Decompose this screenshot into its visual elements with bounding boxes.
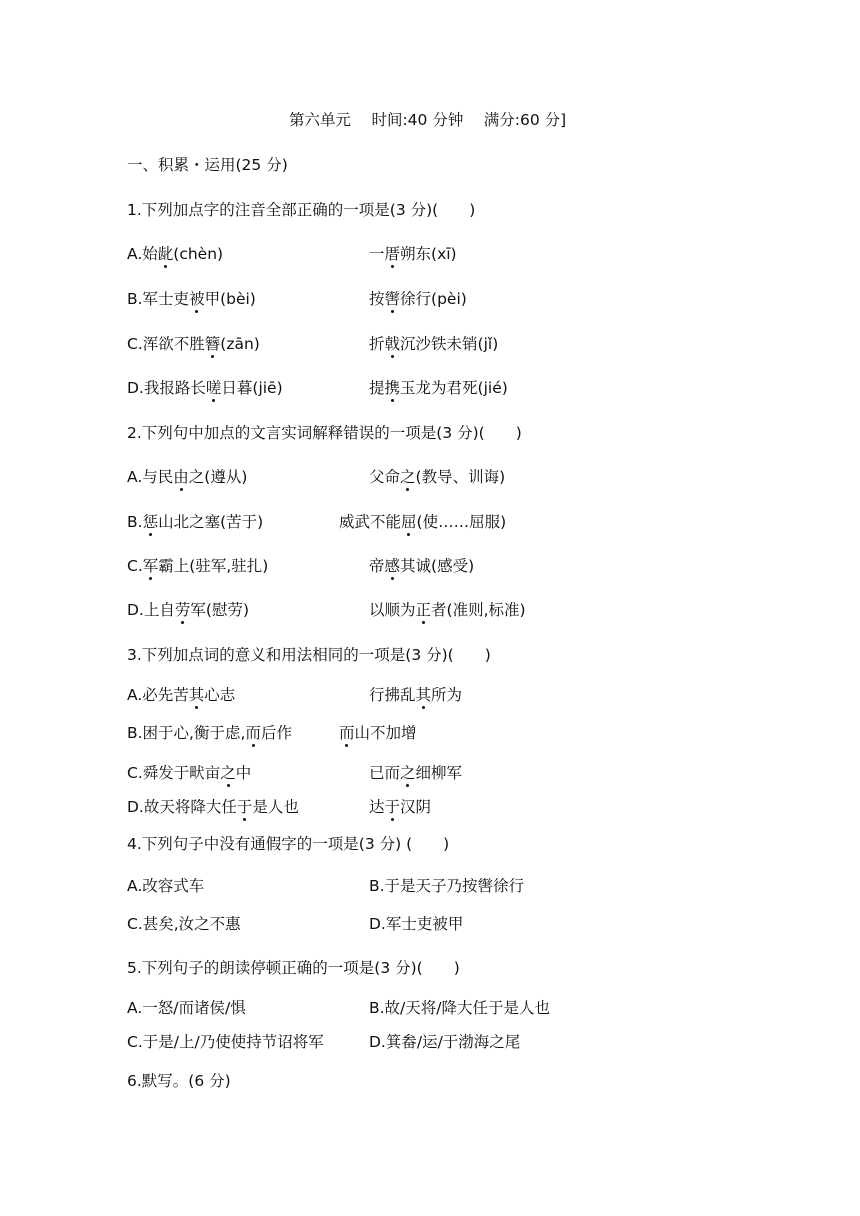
emphasis-char: 辔 <box>384 290 401 308</box>
option-a: A.改容式车 <box>127 877 205 895</box>
emphasis-char: 其 <box>415 686 432 704</box>
option-c-left: C.舜发于畎亩之中 <box>127 764 252 782</box>
question-stem: 3.下列加点词的意义和用法相同的一项是(3 分)( ) <box>127 646 491 664</box>
page-title <box>289 110 566 130</box>
option-b-left: B.惩山北之塞(苦于) <box>127 513 264 531</box>
option-c-left: C.军霸上(驻军,驻扎) <box>127 557 269 575</box>
emphasis-char: 其 <box>188 686 205 704</box>
option-c-right: 帝感其诚(感受) <box>369 557 475 575</box>
option-b-left: B.军士吏被甲(bèi) <box>127 290 256 308</box>
option-d: D.军士吏被甲 <box>369 915 464 933</box>
emphasis-char: 之 <box>400 764 416 782</box>
option-d-right: 提携玉龙为君死(jié) <box>369 379 508 397</box>
emphasis-char: 携 <box>384 379 401 397</box>
option-c: C.甚矣,汝之不惠 <box>127 915 241 933</box>
option-b: B.于是天子乃按辔徐行 <box>369 877 525 895</box>
emphasis-char: 正 <box>415 601 432 619</box>
option-d-left: D.故天将降大任于是人也 <box>127 798 299 816</box>
option-c-right: 折戟沉沙铁未销(jǐ) <box>369 335 499 353</box>
option-b-right: 威武不能屈(使……屈服) <box>339 513 507 531</box>
option-b-right: 按辔徐行(pèi) <box>369 290 467 308</box>
emphasis-char: 由 <box>173 468 189 486</box>
option-a-right: 行拂乱其所为 <box>369 686 463 704</box>
emphasis-char: 劳 <box>174 601 191 619</box>
question-stem: 4.下列句子中没有通假字的一项是(3 分) ( ) <box>127 835 450 853</box>
option-b: B.故/天将/降大任于是人也 <box>369 999 551 1017</box>
option-d: D.箕畚/运/于渤海之尾 <box>369 1033 521 1051</box>
option-a-left: A.与民由之(遵从) <box>127 468 248 486</box>
option-a-left: A.必先苦其心志 <box>127 686 236 704</box>
option-a-left: A.始龀(chèn) <box>127 245 224 263</box>
emphasis-char: 而 <box>339 724 355 742</box>
question-stem: 1.下列加点字的注音全部正确的一项是(3 分)( ) <box>127 201 476 219</box>
option-a: A.一怒/而诸侯/惧 <box>127 999 246 1017</box>
emphasis-char: 之 <box>220 764 236 782</box>
question-stem: 5.下列句子的朗读停顿正确的一项是(3 分)( ) <box>127 959 460 977</box>
option-d-left: D.上自劳军(慰劳) <box>127 601 249 619</box>
emphasis-char: 于 <box>236 798 253 816</box>
question-stem: 2.下列句中加点的文言实词解释错误的一项是(3 分)( ) <box>127 424 522 442</box>
title-unit: 第六单元 <box>289 111 352 129</box>
option-d-right: 达于汉阴 <box>369 798 432 816</box>
title-time: 时间:40 分钟 <box>371 111 464 129</box>
option-c-left: C.浑欲不胜簪(zān) <box>127 335 260 353</box>
emphasis-char: 军 <box>142 557 159 575</box>
option-b-right: 而山不加增 <box>339 724 417 742</box>
emphasis-char: 之 <box>400 468 416 486</box>
option-a-right: 父命之(教导、训诲) <box>369 468 506 486</box>
option-c: C.于是/上/乃使使持节诏将军 <box>127 1033 324 1051</box>
emphasis-char: 戟 <box>384 335 401 353</box>
option-a-right: 一厝朔东(xī) <box>369 245 457 263</box>
emphasis-char: 簪 <box>204 335 221 353</box>
emphasis-char: 感 <box>384 557 401 575</box>
emphasis-char: 厝 <box>384 245 401 263</box>
section-heading: 一、积累・运用(25 分) <box>127 156 288 174</box>
emphasis-char: 惩 <box>142 513 159 531</box>
question-stem: 6.默写。(6 分) <box>127 1072 231 1090</box>
option-d-left: D.我报路长嗟日暮(jiē) <box>127 379 283 397</box>
emphasis-char: 屈 <box>401 513 417 531</box>
title-score: 满分:60 分] <box>483 111 567 129</box>
emphasis-char: 于 <box>384 798 401 816</box>
emphasis-char: 龀 <box>157 245 174 263</box>
emphasis-char: 被 <box>189 290 205 308</box>
emphasis-char: 而 <box>245 724 261 742</box>
option-d-right: 以顺为正者(准则,标准) <box>369 601 526 619</box>
option-b-left: B.困于心,衡于虑,而后作 <box>127 724 292 742</box>
emphasis-char: 嗟 <box>205 379 222 397</box>
option-c-right: 已而之细柳军 <box>369 764 463 782</box>
